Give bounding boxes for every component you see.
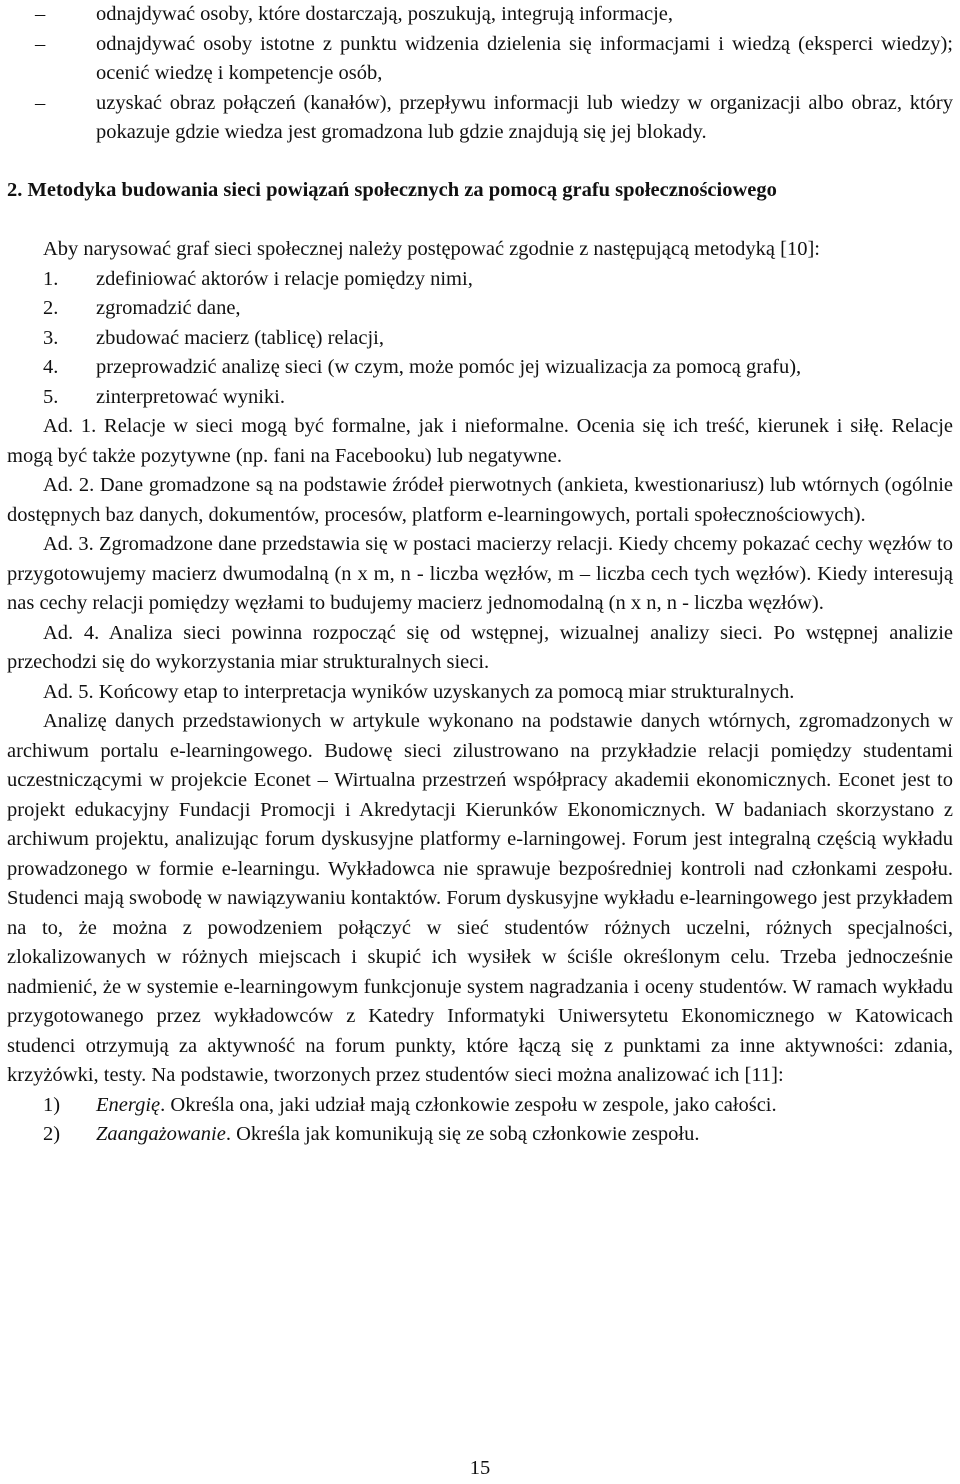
method-step bbox=[7, 324, 953, 354]
page-number: 15 bbox=[469, 1457, 491, 1479]
definition-item bbox=[7, 1091, 953, 1121]
bullet-text: uzyskać obraz połączeń (kanałów), przepływu informacji lub wiedzy w organizacji albo obraz, który pokazuje gdzie wiedza jest gromadzona lub gdzie znajdują się jej blokady. bbox=[96, 91, 953, 143]
method-step bbox=[7, 353, 953, 383]
step-text: zdefiniować aktorów i relacje pomiędzy nimi, bbox=[96, 267, 473, 290]
dash-marker: – bbox=[35, 91, 46, 114]
step-number: 5. bbox=[43, 385, 59, 408]
bullet-item bbox=[7, 0, 953, 30]
section-heading: 2. Metodyka budowania sieci powiązań społecznych za pomocą grafu społecznościowego bbox=[7, 178, 777, 201]
definition-number: 2) bbox=[43, 1123, 61, 1145]
definition-term: Zaangażowanie bbox=[96, 1123, 226, 1145]
main-paragraph: Analizę danych przedstawionych w artykule wykonano na podstawie danych wtórnych, zgromadzonych w archiwum portalu e-learningowego. Budowę sieci zilustrowano na przykładzie relacji pomiędzy studentami uczestniczącymi w projekcie Econet – Wirtualna przestrzeń współpracy akademii ekonomicznych. Econet jest to projekt edukacyjny Fundacji Promocji i Akredytacji Kierunków Ekonomicznych. W badaniach skorzystano z archiwum projektu, analizując forum dyskusyjne platformy e-larningowej. Forum jest integralną częścią wykładu prowadzonego w formie e-learningu. Wykładowca nie sprawuje bezpośredniej kontroli nad członkami zespołu. Studenci mają swobodę w nawiązywaniu kontaktów. Forum dyskusyjne wykładu e-learningowego jest przykładem na to, że można z powodzeniem połączyć w sieć studentów różnych uczelni, różnych specjalności, zlokalizowanych w różnych miejscach i skupić ich wysiłek w ściśle określonym celu. Trzeba jednocześnie nadmienić, że w systemie e-learningowym funkcjonuje system nagradzania i oceny studentów. W ramach wykładu przygotowanego przez wykładowców z Katedry Informatyki Uniwersytetu Ekonomicznego w Katowicach studenci otrzymują za aktywność na forum punkty, które łączą się z punktami za inne aktywności: zdania, krzyżówki, testy. Na podstawie, tworzonych przez studentów sieci można analizować ich [11]: bbox=[7, 710, 953, 1086]
ad-paragraph-5: Ad. 5. Końcowy etap to interpretacja wyników uzyskanych za pomocą miar strukturalnych. bbox=[43, 680, 795, 703]
intro-bullet-list bbox=[7, 0, 953, 148]
bullet-item bbox=[7, 89, 953, 148]
ad-paragraph-2: Ad. 2. Dane gromadzone są na podstawie źródeł pierwotnych (ankieta, kwestionariusz) lub wtórnych (ogólnie dostępnych baz danych, dokumentów, procesów, platform e-learningowych, portali społecznościowych). bbox=[7, 474, 953, 526]
method-steps-list bbox=[7, 265, 953, 413]
step-number: 1. bbox=[43, 267, 59, 290]
step-text: zgromadzić dane, bbox=[96, 297, 241, 319]
method-step bbox=[7, 294, 953, 324]
definition-term: Energię bbox=[96, 1093, 161, 1116]
step-text: zinterpretować wyniki. bbox=[96, 385, 285, 408]
definition-item bbox=[7, 1120, 953, 1150]
step-text: zbudować macierz (tablicę) relacji, bbox=[96, 326, 384, 349]
ad-paragraph-4: Ad. 4. Analiza sieci powinna rozpocząć się od wstępnej, wizualnej analizy sieci. Po wstępnej analizie przechodzi się do wykorzystania miar strukturalnych sieci. bbox=[7, 621, 953, 673]
step-number: 4. bbox=[43, 356, 59, 378]
step-text: przeprowadzić analizę sieci (w czym, może pomóc jej wizualizacja za pomocą grafu), bbox=[96, 356, 802, 378]
method-intro: Aby narysować graf sieci społecznej należy postępować zgodnie z następującą metodyką [10]: bbox=[43, 238, 820, 260]
definition-number: 1) bbox=[43, 1093, 61, 1116]
bullet-item bbox=[7, 30, 953, 89]
definition-text: . Określa jak komunikują się ze sobą członkowie zespołu. bbox=[225, 1123, 700, 1145]
step-number: 2. bbox=[43, 297, 59, 319]
document-page bbox=[7, 0, 953, 1150]
method-step bbox=[7, 383, 953, 413]
bullet-text: odnajdywać osoby istotne z punktu widzenia dzielenia się informacjami i wiedzą (eksperci wiedzy); ocenić wiedzę i kompetencje osób, bbox=[96, 32, 953, 84]
definition-text: . Określa ona, jaki udział mają członkowie zespołu w zespole, jako całości. bbox=[160, 1093, 777, 1116]
definitions-list bbox=[7, 1091, 953, 1150]
dash-marker: – bbox=[35, 3, 46, 25]
ad-paragraph-3: Ad. 3. Zgromadzone dane przedstawia się w postaci macierzy relacji. Kiedy chcemy pokazać cechy węzłów to przygotowujemy macierz dwumodalną (n x m, n - liczba węzłów, m – liczba cech tych węzłów). Kiedy interesują nas cechy relacji pomiędzy węzłami to budujemy macierz jednomodalną (n x n, n - liczba węzłów). bbox=[7, 533, 953, 614]
step-number: 3. bbox=[43, 326, 59, 349]
bullet-text: odnajdywać osoby, które dostarczają, poszukują, integrują informacje, bbox=[96, 3, 674, 25]
dash-marker: – bbox=[35, 32, 46, 55]
method-step bbox=[7, 265, 953, 295]
ad-paragraph-1: Ad. 1. Relacje w sieci mogą być formalne, jak i nieformalne. Ocenia się ich treść, kierunek i siłę. Relacje mogą być także pozytywne (np. fani na Facebooku) lub negatywne. bbox=[7, 415, 953, 467]
